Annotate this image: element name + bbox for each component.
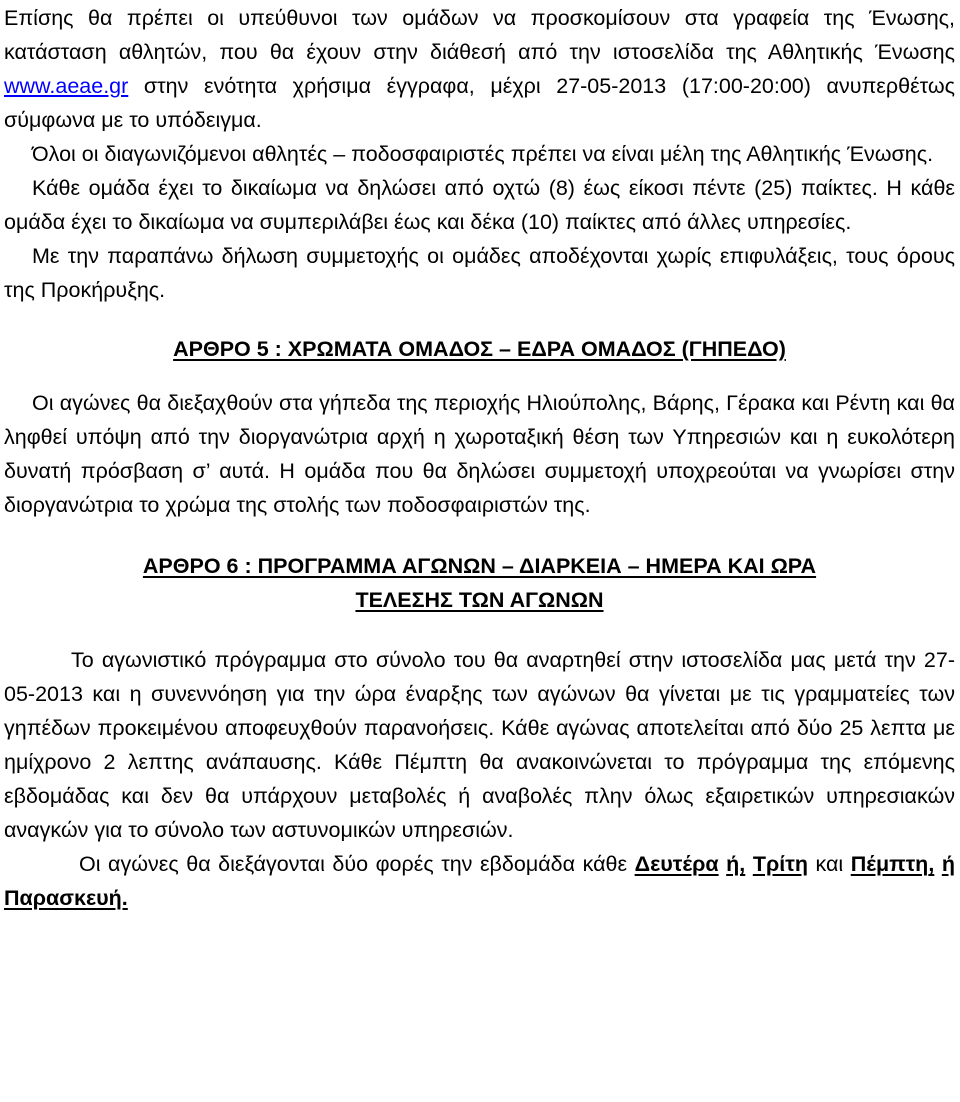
article-6-body-match-days (4, 847, 955, 915)
article-5-heading: ΑΡΘΡΟ 5 : ΧΡΩΜΑΤΑ ΟΜΑΔΟΣ – ΕΔΡΑ ΟΜΑΔΟΣ (ΓΗΠΕΔΟ) (173, 337, 786, 361)
day-thursday: Πέμπτη (850, 852, 929, 876)
intro-paragraph-players: Κάθε ομάδα έχει το δικαίωμα να δηλώσει από οχτώ (8) έως είκοσι πέντε (25) παίκτες. Η κάθε ομάδα έχει το δικαίωμα να συμπεριλάβει έως και δέκα (10) παίκτες από άλλες υπηρεσίες. (4, 176, 955, 234)
day-thursday-comma: , (928, 852, 935, 876)
intro-text-continued: στην ενότητα χρήσιμα έγγραφα, μέχρι 27-05-2013 (17:00-20:00) ανυπερθέτως σύμφωνα με το υπόδειγμα. (4, 74, 955, 132)
day-tuesday: Τρίτη (752, 852, 808, 876)
intro-paragraph-team-roster (4, 1, 955, 137)
article-5-body: Οι αγώνες θα διεξαχθούν στα γήπεδα της περιοχής Ηλιούπολης, Βάρης, Γέρακα και Ρέντη και θα ληφθεί υπόψη από την διοργανώτρια αρχή η χωροταξική θέση των Υπηρεσιών και η ευκολότερη δυνατή πρόσβαση σ’ αυτά. Η ομάδα που θα δηλώσει συμμετοχή υποχρεούται να γνωρίσει στην διοργανώτρια το χρώμα της στολής των ποδοσφαιριστών της. (4, 391, 955, 517)
intro-paragraph-acceptance: Με την παραπάνω δήλωση συμμετοχής οι ομάδες αποδέχονται χωρίς επιφυλάξεις, τους όρους της Προκήρυξης. (4, 244, 955, 302)
article-6-body-schedule: Το αγωνιστικό πρόγραμμα στο σύνολο του θα αναρτηθεί στην ιστοσελίδα μας μετά την 27-05-2013 και η συνεννόηση για την ώρα έναρξης των αγώνων θα γίνεται με τις γραμματείες των γηπέδων προκειμένου αποφευχθούν παρανοήσεις. Κάθε αγώνας αποτελείται από δύο 25 λεπτα με ημίχρονο 2 λεπτης ανάπαυσης. Κάθε Πέμπτη θα ανακοινώνεται το πρόγραμμα της επόμενης εβδομάδας και δεν θα υπάρχουν μεταβολές ή αναβολές πλην όλως εξαιρετικών υπηρεσιακών αναγκών για το σύνολο των αστυνομικών υπηρεσιών. (4, 648, 955, 842)
intro-text: Επίσης θα πρέπει οι υπεύθυνοι των ομάδων να προσκομίσουν στα γραφεία της Ένωσης, κατάσταση αθλητών, που θα έχουν στην διάθεσή από την ιστοσελίδα της Αθλητικής Ένωσης (4, 6, 955, 64)
day-monday: Δευτέρα (634, 852, 719, 876)
intro-paragraph-membership: Όλοι οι διαγωνιζόμενοι αθλητές – ποδοσφαιριστές πρέπει να είναι μέλη της Αθλητικής Ένωσης. (32, 142, 934, 166)
or-separator-1: ή, (726, 852, 746, 876)
document-page (4, 1, 955, 915)
article-6-heading-line-2: ΤΕΛΕΣΗΣ ΤΩΝ ΑΓΩΝΩΝ (355, 588, 604, 612)
article-6-heading-line-1: ΑΡΘΡΟ 6 : ΠΡΟΓΡΑΜΜΑ ΑΓΩΝΩΝ – ΔΙΑΡΚΕΙΑ – ΗΜΕΡΑ ΚΑΙ ΩΡΑ (142, 554, 817, 578)
or-separator-2: ή (941, 852, 955, 876)
day-friday: Παρασκευή. (4, 886, 128, 910)
and-connector: και (807, 852, 851, 876)
match-days-lead: Οι αγώνες θα διεξάγονται δύο φορές την εβδομάδα κάθε (79, 852, 635, 876)
aeae-website-link[interactable]: www.aeae.gr (4, 74, 129, 98)
